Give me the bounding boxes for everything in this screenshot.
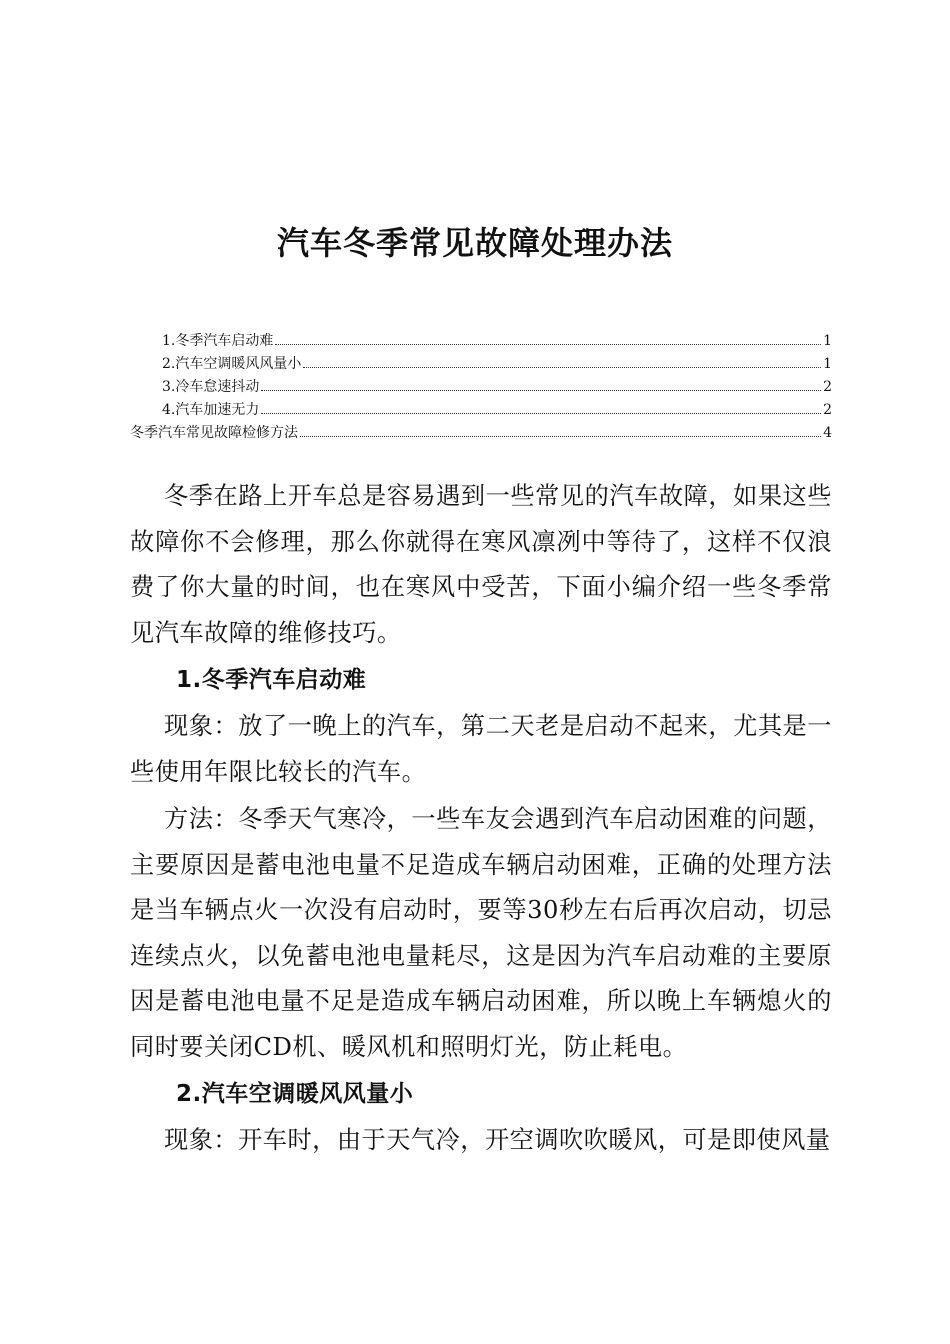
toc-entry-label: 1.冬季汽车启动难 — [162, 333, 274, 349]
toc-entry-label: 2.汽车空调暖风风量小 — [162, 356, 302, 372]
toc-leader-dots — [275, 332, 821, 345]
toc-entry[interactable] — [130, 422, 832, 444]
intro-paragraph: 冬季在路上开车总是容易遇到一些常见的汽车故障，如果这些故障你不会修理，那么你就得在寒风凛冽中等待了，这样不仅浪费了你大量的时间，也在寒风中受苦，下面小编介绍一些冬季常见汽车故障的维修技巧。 — [130, 482, 832, 647]
toc-entry-page: 1 — [823, 356, 832, 372]
document-body — [130, 474, 832, 1164]
toc-leader-dots — [303, 355, 821, 368]
toc-entry[interactable] — [162, 330, 832, 352]
toc-entry-page: 4 — [823, 425, 832, 441]
method-paragraph: 方法：冬季天气寒冷，一些车友会遇到汽车启动困难的问题，主要原因是蓄电池电量不足造成车辆启动困难，正确的处理方法是当车辆点火一次没有启动时，要等30秒左右后再次启动，切忌连续点火，以免蓄电池电量耗尽，这是因为汽车启动难的主要原因是蓄电池电量不足是造成车辆启动困难，所以晚上车辆熄火的同时要关闭CD机、暖风机和照明灯光，防止耗电。 — [130, 805, 832, 1061]
section-heading: 2.汽车空调暖风风量小 — [176, 1081, 414, 1107]
section-heading: 1.冬季汽车启动难 — [176, 667, 367, 693]
toc-entry[interactable] — [162, 399, 832, 421]
toc-entry-page: 2 — [823, 379, 832, 395]
toc-leader-dots — [300, 424, 821, 437]
toc-entry-page: 2 — [823, 402, 832, 418]
phenomenon-paragraph: 现象：开车时，由于天气冷，开空调吹吹暖风，可是即使风量 — [164, 1126, 831, 1154]
toc-entry-label: 冬季汽车常见故障检修方法 — [130, 425, 298, 441]
phenomenon-paragraph: 现象：放了一晚上的汽车，第二天老是启动不起来，尤其是一些使用年限比较长的汽车。 — [130, 712, 832, 786]
toc-entry-label: 4.汽车加速无力 — [162, 402, 260, 418]
toc-entry-label: 3.冷车怠速抖动 — [162, 379, 260, 395]
document-title: 汽车冬季常见故障处理办法 — [276, 224, 673, 262]
toc-leader-dots — [261, 378, 821, 391]
toc-entry[interactable] — [162, 353, 832, 375]
toc-leader-dots — [261, 401, 821, 414]
toc-entry-page: 1 — [823, 333, 832, 349]
toc-entry[interactable] — [162, 376, 832, 398]
